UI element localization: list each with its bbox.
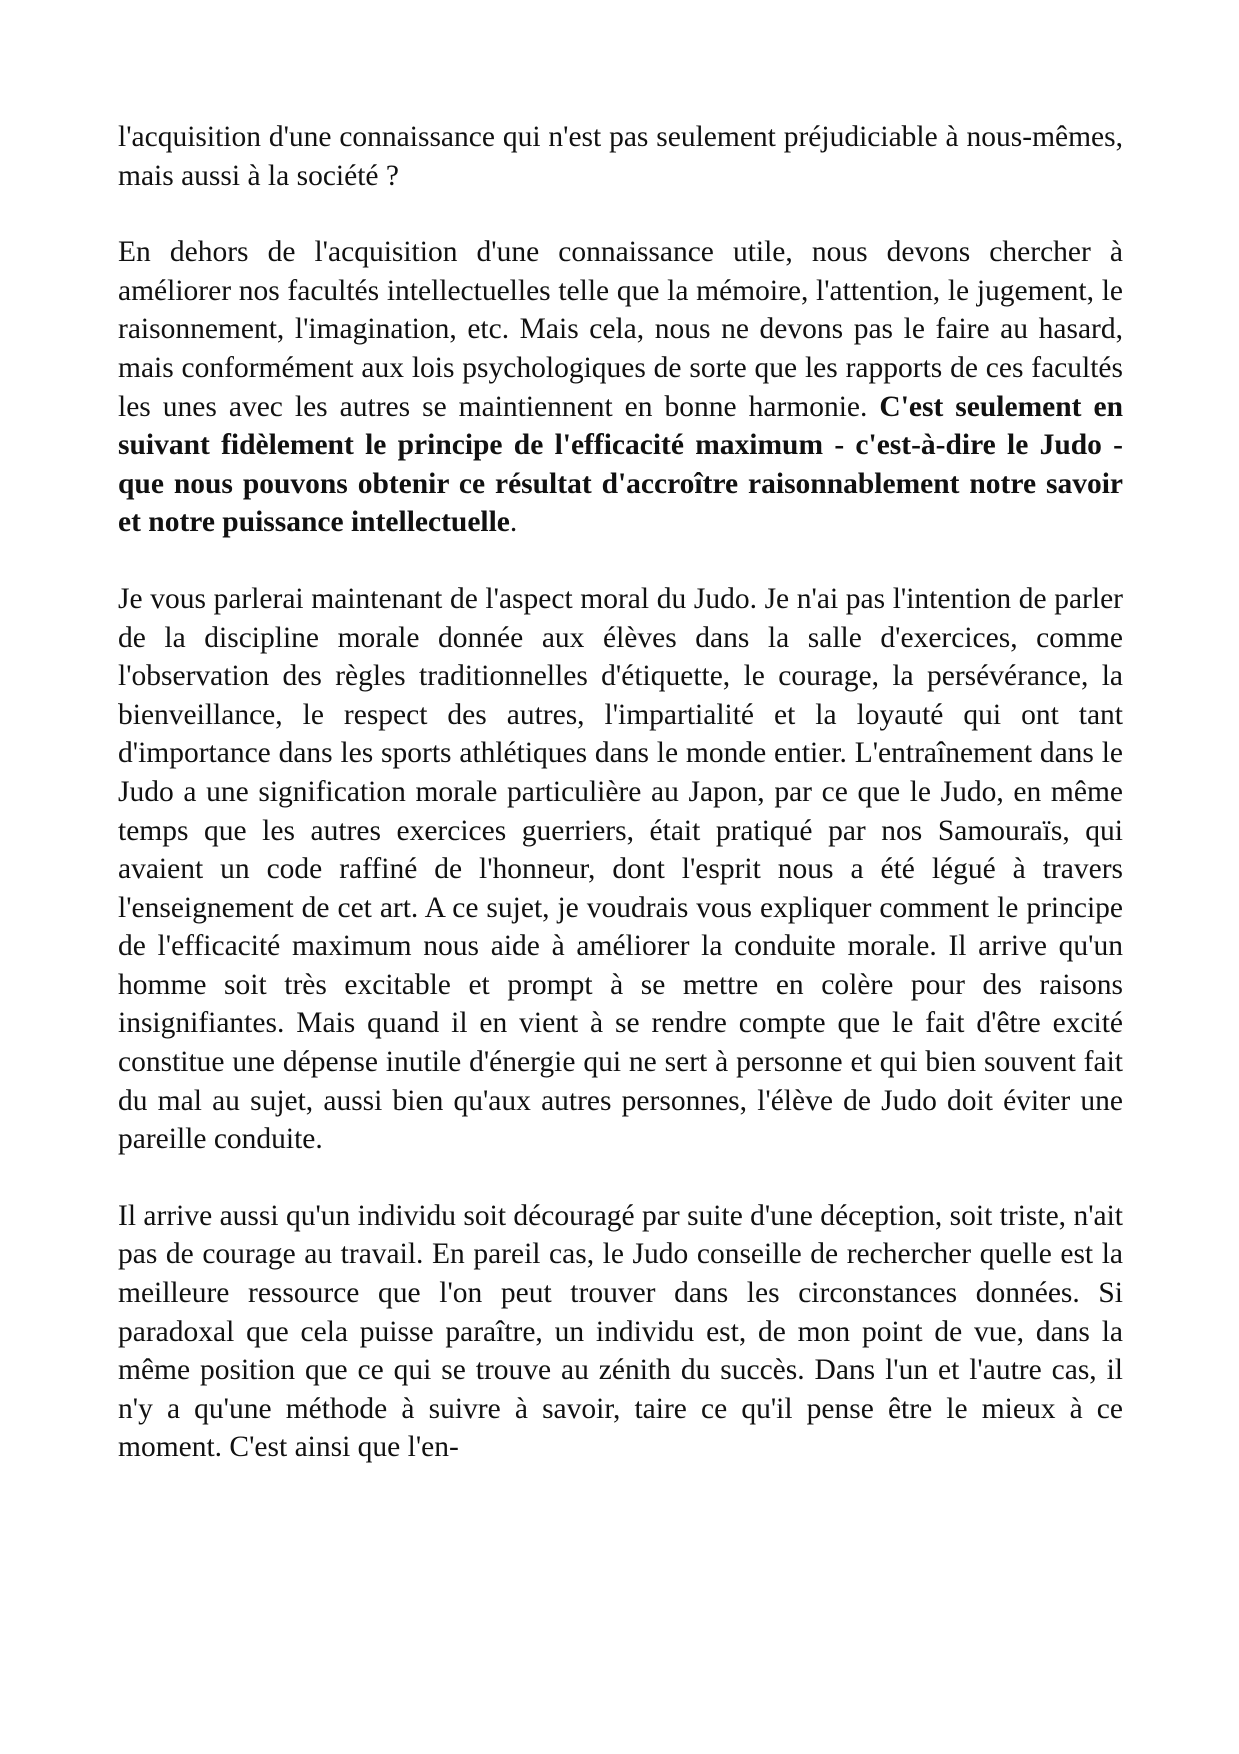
paragraph-2-end: . bbox=[509, 506, 518, 539]
paragraph-4 bbox=[118, 1197, 1123, 1467]
paragraph-4-text: Il arrive aussi qu'un individu soit découragé par suite d'une déception, soit triste, n'ait pas de courage au travail. En pareil cas, le Judo conseille de rechercher quelle est la meilleure ressource que l'on peut trouver dans les circonstances données. Si paradoxal que cela puisse paraître, un individu est, de mon point de vue, dans la même position que ce qui se trouve au zénith du succès. Dans l'un et l'autre cas, il n'y a qu'une méthode à suivre à savoir, taire ce qu'il pense être le mieux à ce moment. C'est ainsi que l'en- bbox=[118, 1199, 1123, 1464]
paragraph-2 bbox=[118, 233, 1123, 542]
paragraph-2-text: En dehors de l'acquisition d'une connaissance utile, nous devons chercher à améliorer nos facultés intellectuelles telle que la mémoire, l'attention, le jugement, le raisonnement, l'imagination, etc. Mais cela, nous ne devons pas le faire au hasard, mais conformément aux lois psychologiques de sorte que les rapports de ces facultés les unes avec les autres se maintiennent en bonne harmonie. bbox=[118, 236, 1123, 423]
paragraph-1-text: l'acquisition d'une connaissance qui n'est pas seulement préjudiciable à nous-mêmes, mais aussi à la société ? bbox=[118, 121, 1123, 192]
document-page bbox=[118, 118, 1123, 1467]
paragraph-2-bold-text: C'est seulement en suivant fidèlement le principe de l'efficacité maximum - c'est-à-dire le Judo - que nous pouvons obtenir ce résultat d'accroître raisonnablement notre savoir et notre puissance intellectuelle bbox=[118, 390, 1123, 539]
paragraph-3-text: Je vous parlerai maintenant de l'aspect moral du Judo. Je n'ai pas l'intention de parler de la discipline morale donnée aux élèves dans la salle d'exercices, comme l'observation des règles traditionnelles d'étiquette, le courage, la persévérance, la bienveillance, le respect des autres, l'impartialité et la loyauté qui ont tant d'importance dans les sports athlétiques dans le monde entier. L'entraînement dans le Judo a une signification morale particulière au Japon, par ce que le Judo, en même temps que les autres exercices guerriers, était pratiqué par nos Samouraïs, qui avaient un code raffiné de l'honneur, dont l'esprit nous a été légué à travers l'enseignement de cet art. A ce sujet, je voudrais vous expliquer comment le principe de l'efficacité maximum nous aide à améliorer la conduite morale. Il arrive qu'un homme soit très excitable et prompt à se mettre en colère pour des raisons insignifiantes. Mais quand il en vient à se rendre compte que le fait d'être excité constitue une dépense inutile d'énergie qui ne sert à personne et qui bien souvent fait du mal au sujet, aussi bien qu'aux autres personnes, l'élève de Judo doit éviter une pareille conduite. bbox=[118, 582, 1123, 1156]
paragraph-1 bbox=[118, 118, 1123, 195]
paragraph-3 bbox=[118, 580, 1123, 1159]
